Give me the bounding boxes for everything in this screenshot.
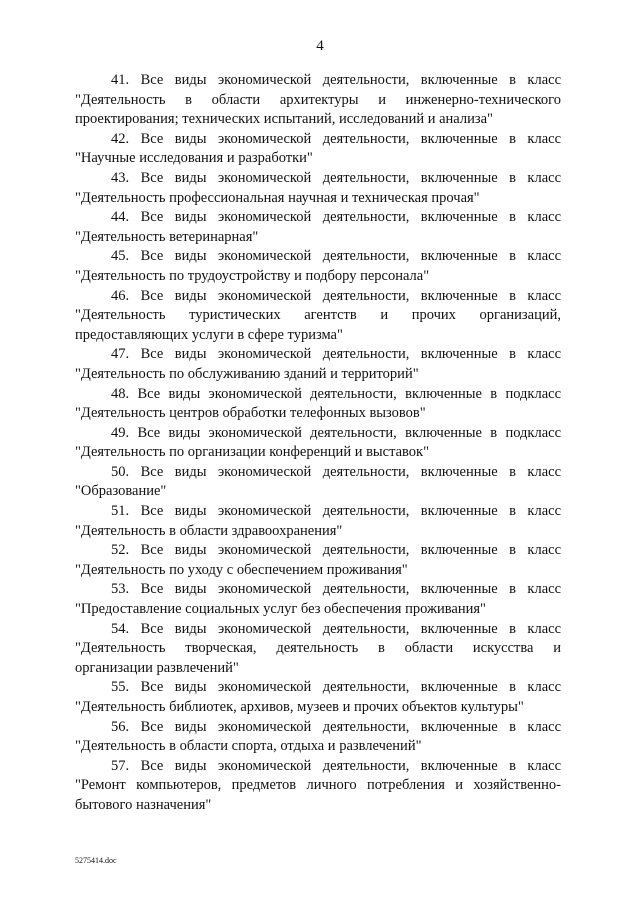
list-item-heading-line: 47. Все виды экономической деятельности, включенные в класс	[111, 346, 561, 363]
list-item-text-line: "Деятельность центров обработки телефонных вызовов"	[75, 405, 426, 422]
list-item-heading-line: 57. Все виды экономической деятельности, включенные в класс	[111, 757, 561, 774]
list-item-text-line: предоставляющих услуги в сфере туризма"	[75, 326, 343, 343]
file-name-footer: 5275414.doc	[75, 856, 117, 865]
list-item	[75, 541, 561, 580]
list-item-text-line: "Деятельность по обслуживанию зданий и территорий"	[75, 365, 419, 382]
list-item-heading-line: 49. Все виды экономической деятельности, включенные в подкласс	[111, 424, 561, 441]
list-item-heading-line: 44. Все виды экономической деятельности, включенные в класс	[111, 209, 561, 226]
list-item-text-line: бытового назначения"	[75, 796, 212, 813]
list-item-heading-line: 42. Все виды экономической деятельности, включенные в класс	[111, 130, 561, 147]
list-item-text-line: "Деятельность по трудоустройству и подбору персонала"	[75, 267, 430, 284]
list-item	[75, 345, 561, 384]
list-item	[75, 678, 561, 717]
list-item	[75, 208, 561, 247]
list-item-text-line: "Научные исследования и разработки"	[75, 150, 313, 167]
list-item	[75, 757, 561, 816]
list-item-heading-line: 48. Все виды экономической деятельности, включенные в подкласс	[111, 385, 561, 402]
list-item-heading-line: 45. Все виды экономической деятельности, включенные в класс	[111, 248, 561, 265]
list-item-text-line: "Деятельность творческая, деятельность в области искусства и	[75, 640, 561, 657]
list-item-text-line: "Деятельность ветеринарная"	[75, 228, 259, 245]
list-item-heading-line: 54. Все виды экономической деятельности, включенные в класс	[111, 620, 561, 637]
list-item-heading-line: 52. Все виды экономической деятельности, включенные в класс	[111, 542, 561, 559]
list-item-heading-line: 53. Все виды экономической деятельности, включенные в класс	[111, 581, 561, 598]
list-item-heading-line: 43. Все виды экономической деятельности, включенные в класс	[111, 169, 561, 186]
list-item-text-line: "Образование"	[75, 483, 167, 500]
list-item	[75, 247, 561, 286]
list-item	[75, 502, 561, 541]
list-item	[75, 620, 561, 679]
list-item-heading-line: 55. Все виды экономической деятельности, включенные в класс	[111, 679, 561, 696]
list-item	[75, 463, 561, 502]
list-item	[75, 718, 561, 757]
list-item-text-line: "Деятельность в области спорта, отдыха и развлечений"	[75, 738, 422, 755]
list-item-text-line: организации развлечений"	[75, 659, 239, 676]
list-item	[75, 580, 561, 619]
list-item-text-line: "Ремонт компьютеров, предметов личного потребления и хозяйственно-	[75, 777, 561, 794]
document-body	[75, 71, 561, 816]
page-number: 4	[316, 38, 324, 54]
list-item-text-line: "Деятельность по уходу с обеспечением проживания"	[75, 561, 408, 578]
list-item	[75, 130, 561, 169]
list-item	[75, 385, 561, 424]
list-item-text-line: "Деятельность туристических агентств и прочих организаций,	[75, 307, 561, 324]
list-item-text-line: "Деятельность библиотек, архивов, музеев и прочих объектов культуры"	[75, 699, 524, 715]
list-item-text-line: "Деятельность профессиональная научная и техническая прочая"	[75, 189, 480, 206]
list-item-heading-line: 56. Все виды экономической деятельности, включенные в класс	[111, 718, 561, 735]
list-item	[75, 71, 561, 130]
list-item-text-line: "Деятельность по организации конференций и выставок"	[75, 444, 430, 461]
list-item	[75, 424, 561, 463]
list-item	[75, 169, 561, 208]
list-item-text-line: "Деятельность в области архитектуры и инженерно-технического	[75, 91, 561, 108]
list-item-text-line: "Деятельность в области здравоохранения"	[75, 522, 343, 539]
list-item-text-line: проектирования; технических испытаний, исследований и анализа"	[75, 111, 493, 128]
list-item-heading-line: 50. Все виды экономической деятельности, включенные в класс	[111, 463, 561, 480]
list-item-heading-line: 46. Все виды экономической деятельности, включенные в класс	[111, 287, 561, 304]
list-item-heading-line: 41. Все виды экономической деятельности, включенные в класс	[111, 72, 561, 88]
list-item-text-line: "Предоставление социальных услуг без обеспечения проживания"	[75, 601, 486, 618]
list-item	[75, 287, 561, 346]
list-item-heading-line: 51. Все виды экономической деятельности, включенные в класс	[111, 503, 561, 520]
